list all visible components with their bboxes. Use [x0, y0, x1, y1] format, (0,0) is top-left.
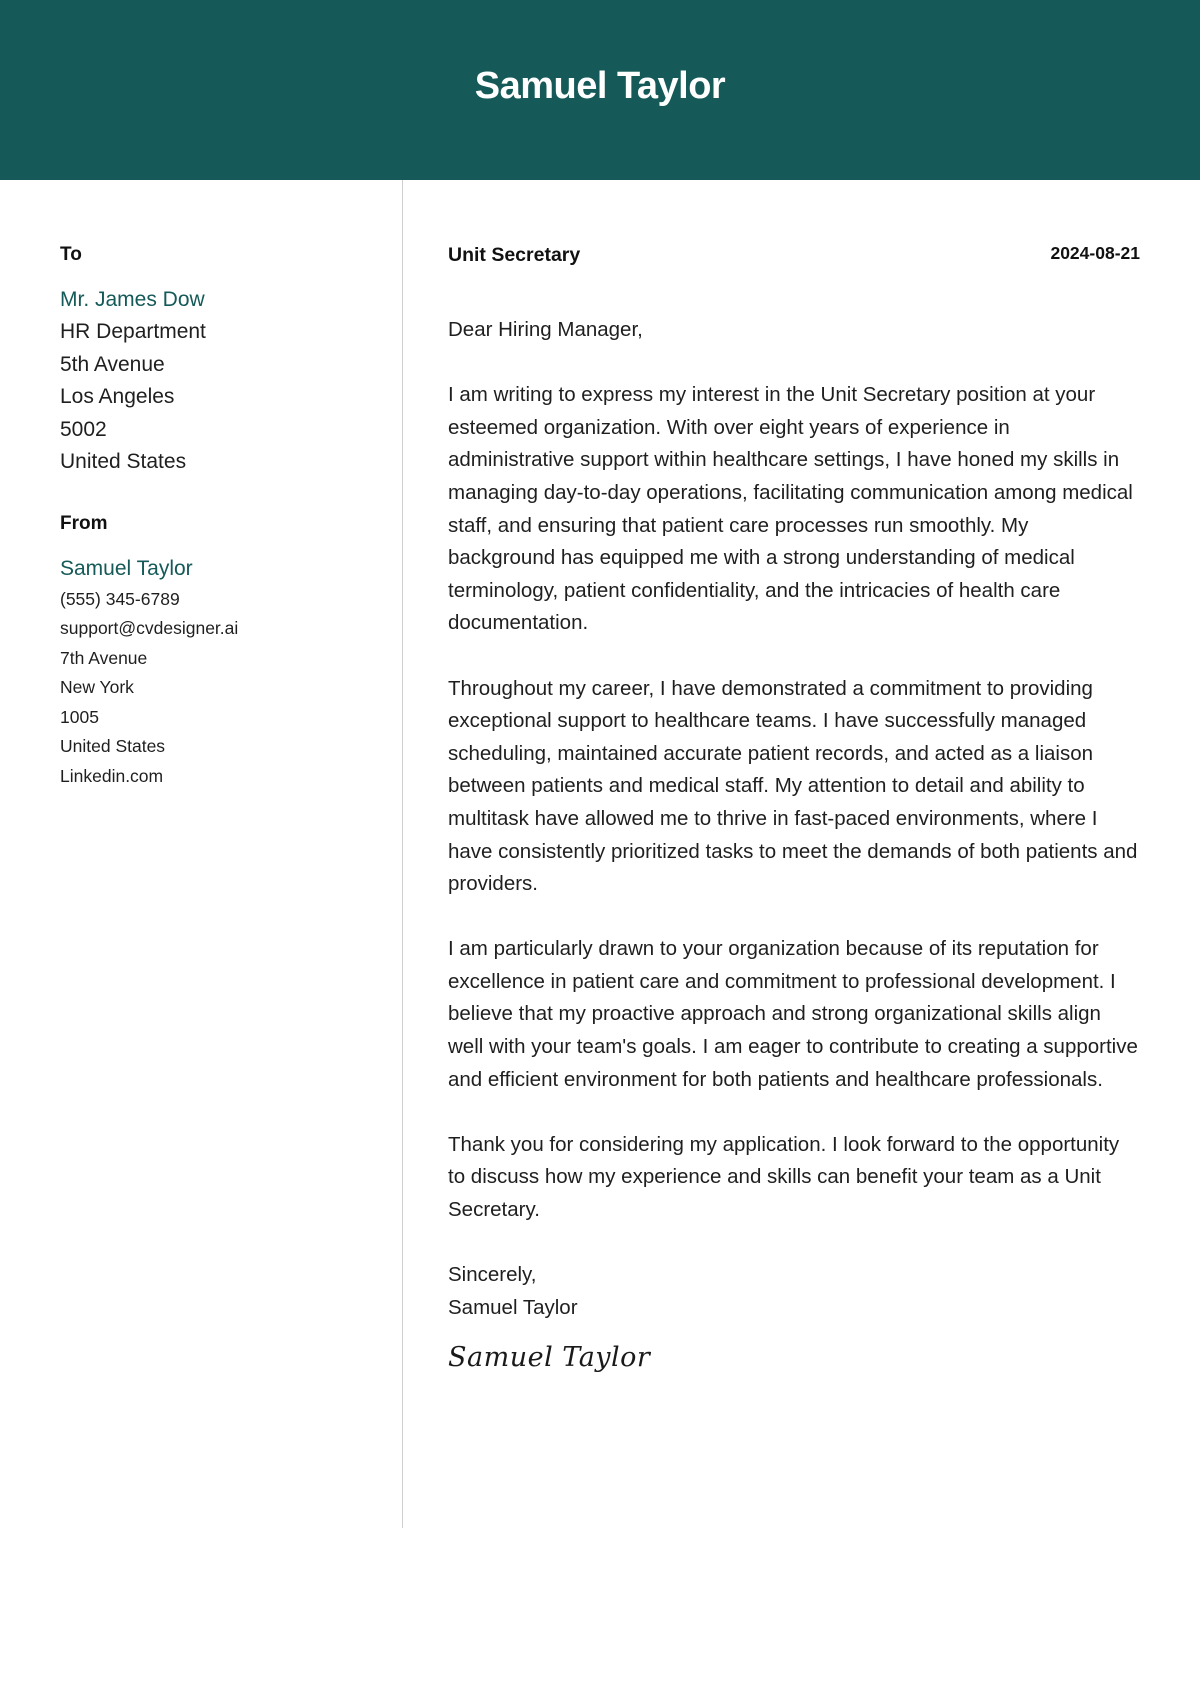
- from-heading: From: [60, 512, 108, 534]
- recipient-department: HR Department: [60, 320, 206, 343]
- letter-content: [448, 314, 1140, 1375]
- recipient-zip: 5002: [60, 417, 107, 441]
- to-heading: To: [60, 244, 82, 265]
- job-title: Unit Secretary: [448, 244, 581, 266]
- paragraph: I am writing to express my interest in the Unit Secretary position at your esteemed organization. With over eight years of experience in administrative support within healthcare settings, I have honed my skills in managing day-to-day operations, facilitating communication among medical staff, and ensuring that patient care processes run smoothly. My background has equipped me with a strong understanding of medical terminology, patient confidentiality, and the intricacies of health care documentation.: [448, 383, 1133, 635]
- letter-title-row: [448, 240, 1140, 270]
- signature: Samuel Taylor: [448, 1342, 651, 1374]
- column-divider: [402, 180, 403, 1528]
- closing-name: Samuel Taylor: [448, 1295, 578, 1319]
- salutation: Dear Hiring Manager,: [448, 318, 643, 341]
- sender-name: Samuel Taylor: [60, 556, 193, 580]
- closing: Sincerely,: [448, 1263, 537, 1287]
- paragraph: Throughout my career, I have demonstrated a commitment to providing exceptional support to healthcare teams. I have successfully managed scheduling, maintained accurate patient records, and acted as a liaison between patients and medical staff. My attention to detail and ability to multitask have allowed me to thrive in fast-paced environments, where I have consistently prioritized tasks to meet the demands of both patients and providers.: [448, 676, 1138, 896]
- paragraph: I am particularly drawn to your organization because of its reputation for excellence in patient care and commitment to professional development. I believe that my proactive approach and strong organizational skills align well with your team's goals. I am eager to contribute to creating a supportive and efficient environment for both patients and healthcare professionals.: [448, 937, 1138, 1091]
- sender-phone: (555) 345-6789: [60, 588, 180, 609]
- sender-zip: 1005: [60, 706, 99, 727]
- recipient-city: Los Angeles: [60, 385, 175, 408]
- recipient-street: 5th Avenue: [60, 352, 165, 376]
- letter-body: [448, 240, 1140, 1375]
- sender-email: support@cvdesigner.ai: [60, 618, 239, 638]
- sender-country: United States: [60, 736, 166, 756]
- sender-website: Linkedin.com: [60, 765, 164, 786]
- recipient-name: Mr. James Dow: [60, 288, 205, 311]
- recipient-block: [60, 284, 380, 479]
- applicant-name-heading: Samuel Taylor: [474, 65, 726, 107]
- page-header: [0, 0, 1200, 180]
- sender-block: [60, 553, 380, 792]
- paragraph: Thank you for considering my application. I look forward to the opportunity to discuss how my experience and skills can benefit your team as a Unit Secretary.: [448, 1132, 1120, 1222]
- sender-street: 7th Avenue: [60, 647, 148, 668]
- sidebar: [60, 240, 380, 791]
- letter-date: 2024-08-21: [1050, 243, 1140, 263]
- recipient-country: United States: [60, 450, 187, 473]
- sender-city: New York: [60, 677, 134, 697]
